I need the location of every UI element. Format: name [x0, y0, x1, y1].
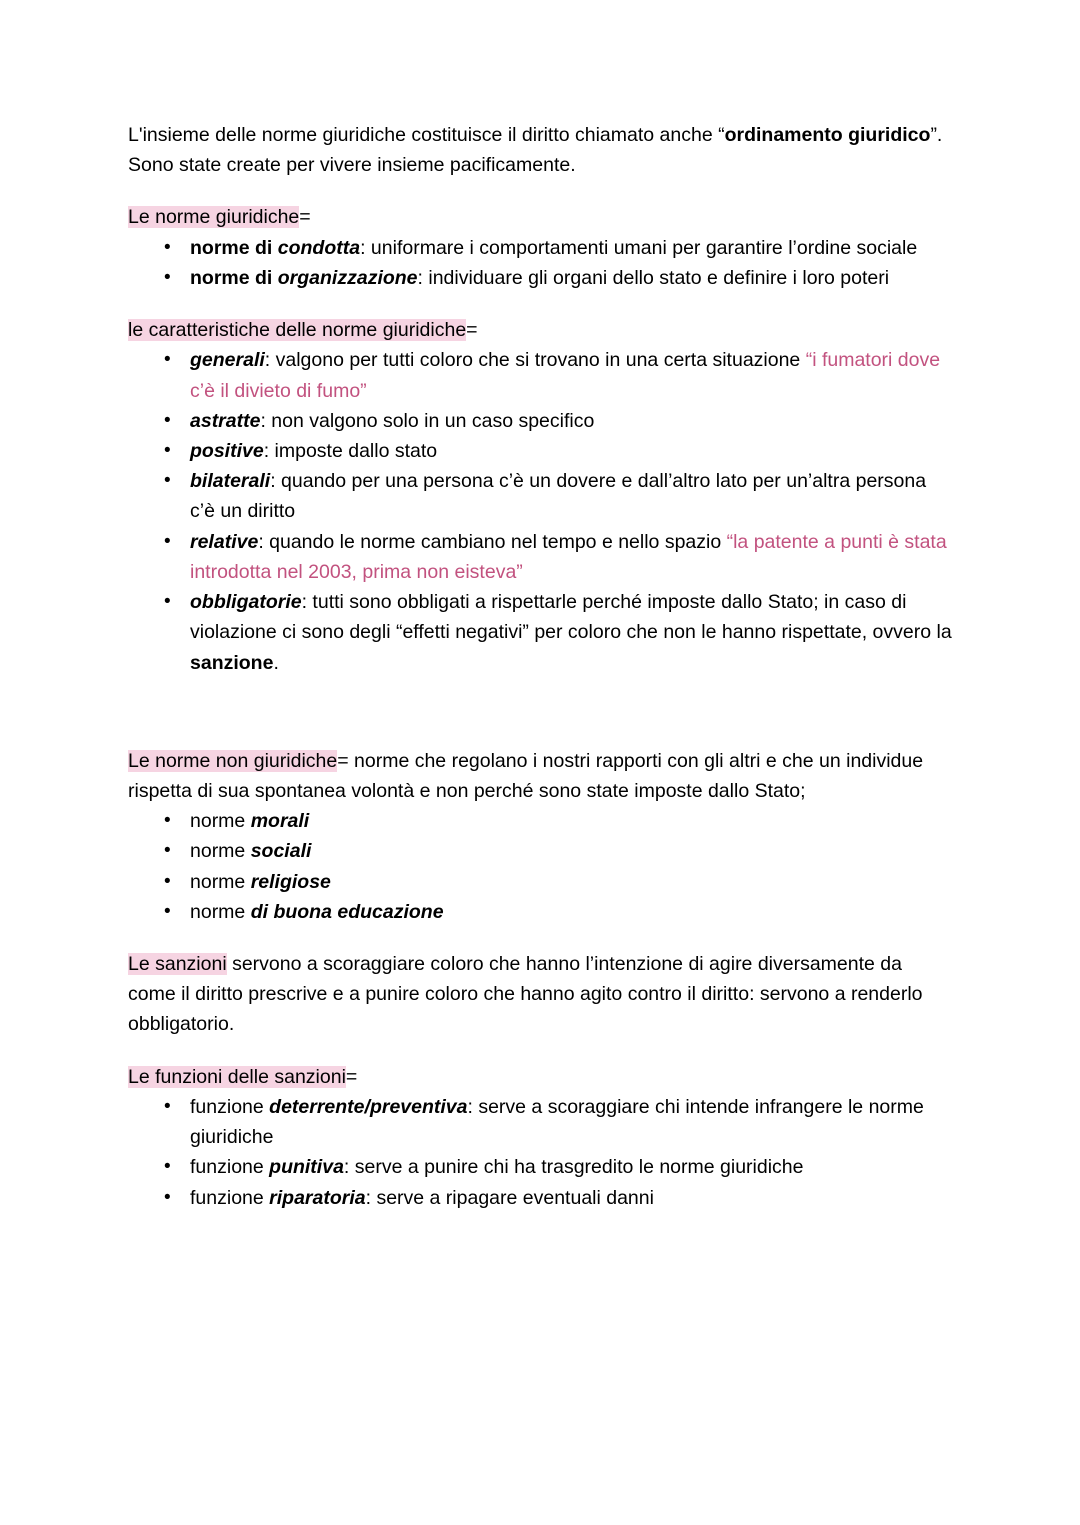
item-term: astratte [190, 409, 261, 432]
list-item [190, 436, 952, 466]
section2-list [128, 345, 952, 677]
item-bolditalic-term: di buona educazione [250, 900, 444, 923]
item-rest: : uniformare i comportamenti umani per garantire l’ordine sociale [360, 236, 918, 259]
section5-heading-text: Le funzioni delle sanzioni [128, 1065, 346, 1088]
section1-heading [128, 202, 952, 232]
item-rest: : serve a scoraggiare chi intende infrangere le norme giuridiche [190, 1095, 924, 1149]
item-bolditalic-term: condotta [277, 236, 361, 259]
item-bolditalic-term: sociali [250, 840, 312, 863]
item-rest: : quando le norme cambiano nel tempo e nello spazio [258, 530, 727, 553]
section-norme-giuridiche [128, 202, 952, 293]
section1-heading-text: Le norme giuridiche [128, 206, 300, 229]
item-prefix: funzione [190, 1186, 270, 1209]
item-rest: : quando per una persona c’è un dovere e dall’altro lato per un’altra persona c’è un diritto [190, 470, 927, 523]
item-term: generali [190, 349, 265, 372]
section4-paragraph [128, 949, 952, 1040]
list-item [190, 527, 952, 587]
section3-heading-paragraph [128, 746, 952, 806]
intro-text-part1: L'insieme delle norme giuridiche costituisce il diritto chiamato anche “ [128, 124, 725, 146]
section1-heading-suffix: = [299, 206, 311, 229]
item-term: positive [190, 439, 264, 462]
item-bold-prefix: norme di [190, 236, 278, 259]
section-funzioni-sanzioni [128, 1062, 952, 1213]
list-item [190, 406, 952, 436]
document-body [128, 120, 952, 1213]
section3-list [128, 806, 952, 927]
intro-paragraph [128, 120, 952, 180]
list-item [190, 806, 952, 836]
intro-text-part2: ”. Sono state create per vivere insieme pacificamente. [128, 124, 943, 177]
section2-heading-text: le caratteristiche delle norme giuridiche [128, 319, 467, 342]
list-item [190, 263, 952, 293]
item-bolditalic-term: deterrente/preventiva [269, 1095, 468, 1118]
section-caratteristiche [128, 315, 952, 678]
section2-heading-suffix: = [466, 319, 478, 342]
section-spacer [128, 700, 952, 746]
item-bolditalic-term: riparatoria [269, 1186, 366, 1209]
list-item [190, 1152, 952, 1182]
intro-bold-term: ordinamento giuridico [724, 124, 931, 146]
list-item [190, 345, 952, 405]
item-bolditalic-term: religiose [250, 870, 331, 893]
list-item [190, 867, 952, 897]
item-term: bilaterali [190, 470, 271, 493]
item-prefix: norme [190, 900, 251, 923]
list-item [190, 1092, 952, 1152]
item-rest-a: : tutti sono obbligati a rispettarle perché imposte dallo Stato; in caso di violazione ci sono degli “effetti negativi” per coloro che non le hanno rispettate, ovvero la [190, 591, 952, 644]
section4-heading-text: Le sanzioni [128, 953, 227, 976]
section5-list [128, 1092, 952, 1213]
item-term: relative [190, 530, 259, 553]
item-quote: “i fumatori dove c’è il divieto di fumo” [190, 349, 941, 402]
item-rest: : individuare gli organi dello stato e definire i loro poteri [417, 266, 890, 289]
list-item [190, 836, 952, 866]
item-rest: : non valgono solo in un caso specifico [260, 409, 595, 432]
list-item [190, 466, 952, 526]
item-rest: : serve a punire chi ha trasgredito le norme giuridiche [343, 1156, 804, 1179]
section5-heading-suffix: = [345, 1065, 358, 1088]
section4-text: servono a scoraggiare coloro che hanno l’intenzione di agire diversamente da come il diritto prescrive e a punire coloro che hanno agito contro il diritto: servono a renderlo obbligatorio. [128, 953, 923, 1036]
section-norme-non-giuridiche [128, 746, 952, 927]
section3-intro-text: = norme che regolano i nostri rapporti con gli altri e che un individue rispetta di sua spontanea volontà e non perché sono state imposte dallo Stato; [128, 749, 924, 802]
list-item [190, 587, 952, 678]
item-prefix: funzione [190, 1095, 270, 1118]
item-prefix: norme [190, 840, 251, 863]
item-rest: : valgono per tutti coloro che si trovano in una certa situazione [264, 349, 806, 372]
item-rest-b: . [273, 651, 279, 674]
section2-heading [128, 315, 952, 345]
item-rest: : imposte dallo stato [263, 439, 438, 462]
item-prefix: norme [190, 810, 251, 833]
item-bold-end: sanzione [190, 651, 274, 674]
item-bold-prefix: norme di [190, 266, 278, 289]
list-item [190, 233, 952, 263]
item-bolditalic-term: organizzazione [277, 266, 418, 289]
section1-list [128, 233, 952, 293]
item-quote: “la patente a punti è stata introdotta nel 2003, prima non eisteva” [190, 530, 947, 583]
section3-heading-text: Le norme non giuridiche [128, 749, 338, 772]
item-bolditalic-term: punitiva [269, 1156, 344, 1179]
list-item [190, 897, 952, 927]
item-term: obbligatorie [190, 591, 302, 614]
item-bolditalic-term: morali [250, 810, 310, 833]
section-le-sanzioni [128, 949, 952, 1040]
list-item [190, 1183, 952, 1213]
item-rest: : serve a ripagare eventuali danni [365, 1186, 654, 1209]
item-prefix: norme [190, 870, 251, 893]
item-prefix: funzione [190, 1156, 270, 1179]
section5-heading [128, 1062, 952, 1092]
